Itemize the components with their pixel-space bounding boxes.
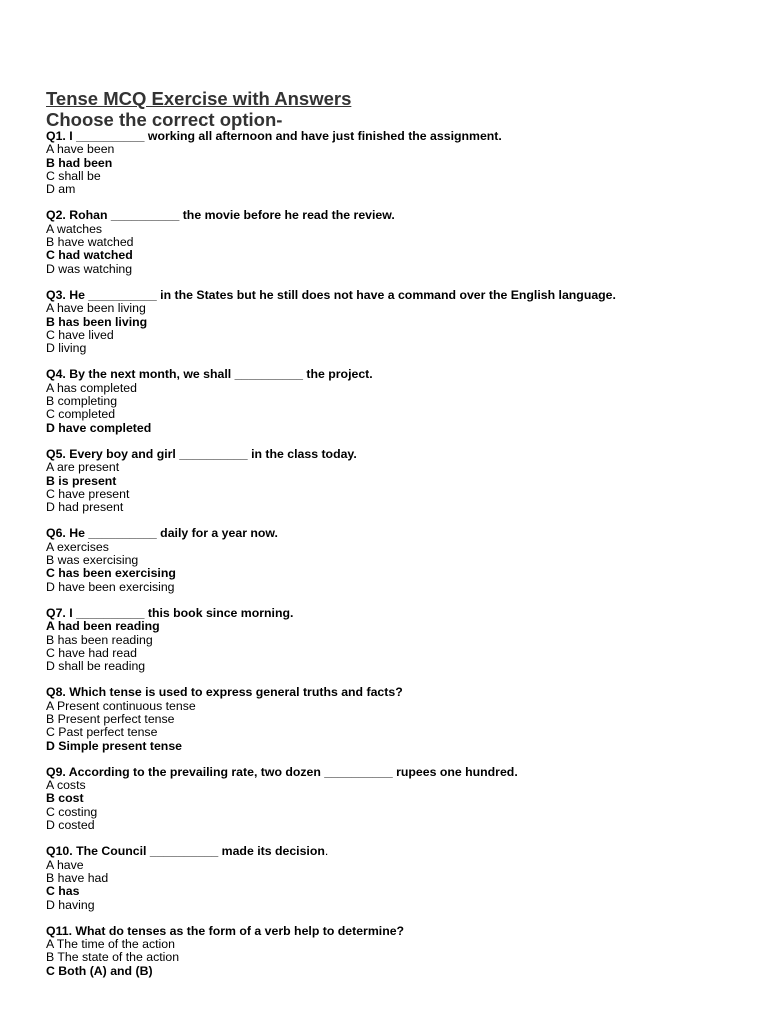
answer-option: D shall be reading [46,659,146,674]
answer-option: A exercises [46,539,109,554]
correct-answer-option: D Simple present tense [46,738,182,753]
question-text [46,527,746,540]
correct-answer-option: C had watched [46,248,133,263]
answer-option: C have lived [46,327,114,342]
answer-option: C have present [46,486,130,501]
answer-option: D costed [46,818,95,833]
correct-answer-option: B is present [46,473,117,488]
question-block [46,766,746,832]
answer-option: D living [46,341,87,356]
answer-option: C have had read [46,645,137,660]
question-block [46,209,746,275]
answer-option: A The time of the action [46,937,175,952]
question-stem: Q1. I __________ working all afternoon and have just finished the assignment. [46,129,502,143]
answer-option: B completing [46,394,118,409]
question-text [46,686,746,699]
question-block [46,289,746,355]
question-text [46,766,746,779]
answer-option: A Present continuous tense [46,698,196,713]
question-stem: Q8. Which tense is used to express general truths and facts? [46,685,403,700]
answer-option: A has completed [46,380,137,395]
question-stem: Q10. The Council __________ made its decision [46,844,325,859]
question-suffix: . [324,844,329,859]
answer-option: C costing [46,804,98,819]
correct-answer-option: B had been [46,155,113,170]
answer-option: C shall be [46,168,101,183]
answer-option: B was exercising [46,553,139,568]
correct-answer-option: B has been living [46,314,148,329]
correct-answer-option: B cost [46,791,84,806]
question-block [46,925,746,978]
question-block [46,607,746,673]
correct-answer-option: A had been reading [46,619,160,634]
question-stem: Q11. What do tenses as the form of a verb help to determine? [46,923,405,938]
answer-option: B Present perfect tense [46,711,175,726]
question-stem: Q2. Rohan __________ the movie before he read the review. [46,208,395,223]
question-list [46,130,746,978]
question-stem: Q4. By the next month, we shall __________ the project. [46,367,373,382]
question-text [46,289,746,302]
question-stem: Q6. He __________ daily for a year now. [46,526,278,541]
answer-option: A have [46,857,84,872]
question-text [46,925,746,938]
question-text [46,209,746,222]
document-page [46,88,746,991]
answer-option: C completed [46,407,116,422]
question-text [46,845,746,858]
question-text [46,607,746,620]
question-stem: Q3. He __________ in the States but he still does not have a command over the English language. [46,287,616,302]
question-block [46,686,746,752]
document-subtitle: Choose the correct option- [46,109,283,130]
question-stem: Q5. Every boy and girl __________ in the class today. [46,446,357,461]
answer-option: A have been [46,142,115,157]
question-text [46,368,746,381]
question-block [46,130,746,196]
question-block [46,368,746,434]
answer-option: C Past perfect tense [46,725,158,740]
correct-answer-option: C has been exercising [46,566,176,581]
answer-option: D was watching [46,261,133,276]
question-text [46,448,746,461]
answer-option: D am [46,182,76,197]
answer-option: A watches [46,221,103,236]
question-block [46,448,746,514]
answer-option: D had present [46,500,124,515]
correct-answer-option: C Both (A) and (B) [46,963,153,978]
answer-option: B have watched [46,235,134,250]
answer-option: B have had [46,870,109,885]
question-stem: Q7. I __________ this book since morning. [46,605,294,620]
question-text [46,130,746,143]
answer-option: B The state of the action [46,950,180,965]
answer-option: A are present [46,460,120,475]
answer-option: D having [46,897,95,912]
question-block [46,845,746,911]
answer-option: A costs [46,778,86,793]
document-title: Tense MCQ Exercise with Answers [46,88,352,109]
answer-option: D have been exercising [46,579,175,594]
question-block [46,527,746,593]
correct-answer-option: D have completed [46,420,152,435]
correct-answer-option: C has [46,884,80,899]
answer-option: B has been reading [46,632,153,647]
answer-option: A have been living [46,301,146,316]
question-stem: Q9. According to the prevailing rate, two dozen __________ rupees one hundred. [46,764,518,779]
